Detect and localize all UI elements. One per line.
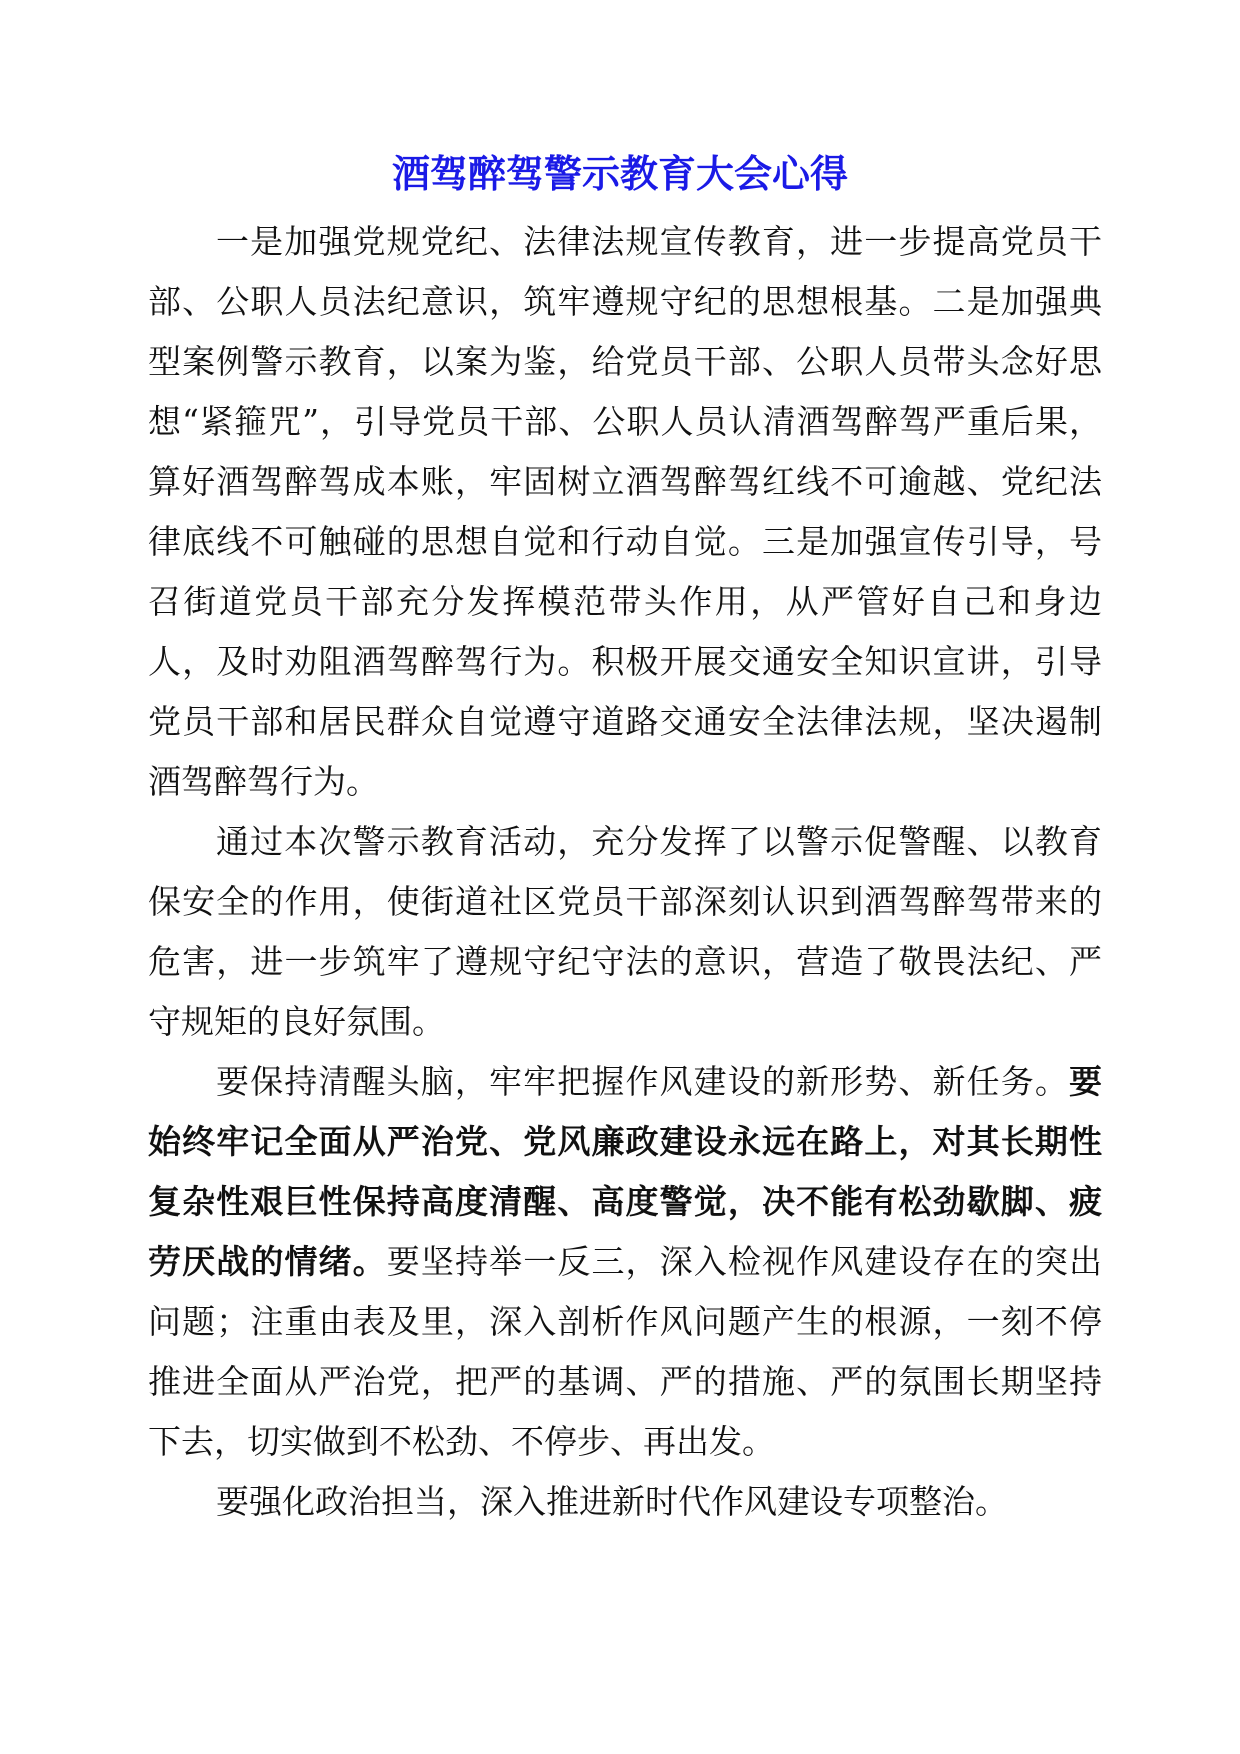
paragraph-1: 一是加强党规党纪、法律法规宣传教育，进一步提高党员干部、公职人员法纪意识，筑牢遵规守纪的思想根基。二是加强典型案例警示教育，以案为鉴，给党员干部、公职人员带头念好思想“紧箍咒”，引导党员干部、公职人员认清酒驾醉驾严重后果，算好酒驾醉驾成本账，牢固树立酒驾醉驾红线不可逾越、党纪法律底线不可触碰的思想自觉和行动自觉。三是加强宣传引导，号召街道党员干部充分发挥模范带头作用，从严管好自己和身边人，及时劝阻酒驾醉驾行为。积极开展交通安全知识宣讲，引导党员干部和居民群众自觉遵守道路交通安全法律法规，坚决遏制酒驾醉驾行为。 — [148, 222, 1102, 801]
document-body — [148, 212, 1102, 1532]
paragraph-3-tail: 要坚持举一反三，深入检视作风建设存在的突出问题；注重由表及里，深入剖析作风问题产生的根源，一刻不停推进全面从严治党，把严的基调、严的措施、严的氛围长期坚持下去，切实做到不松劲、不停步、再出发。 — [148, 1242, 1103, 1461]
paragraph-2: 通过本次警示教育活动，充分发挥了以警示促警醒、以教育保安全的作用，使街道社区党员干部深刻认识到酒驾醉驾带来的危害，进一步筑牢了遵规守纪守法的意识，营造了敬畏法纪、严守规矩的良好氛围。 — [148, 822, 1102, 1041]
paragraph-4: 要强化政治担当，深入推进新时代作风建设专项整治。 — [216, 1482, 1008, 1521]
document-title: 酒驾醉驾警示教育大会心得 — [391, 152, 848, 196]
paragraph-3-lead: 要保持清醒头脑，牢牢把握作风建设的新形势、新任务。 — [216, 1062, 1069, 1101]
paragraph-3-bold-emphasis: 要始终牢记全面从严治党、党风廉政建设永远在路上，对其长期性复杂性艰巨性保持高度清醒、高度警觉，决不能有松劲歇脚、疲劳厌战的情绪。 — [148, 1062, 1102, 1281]
paragraph-3 — [148, 1052, 1102, 1472]
